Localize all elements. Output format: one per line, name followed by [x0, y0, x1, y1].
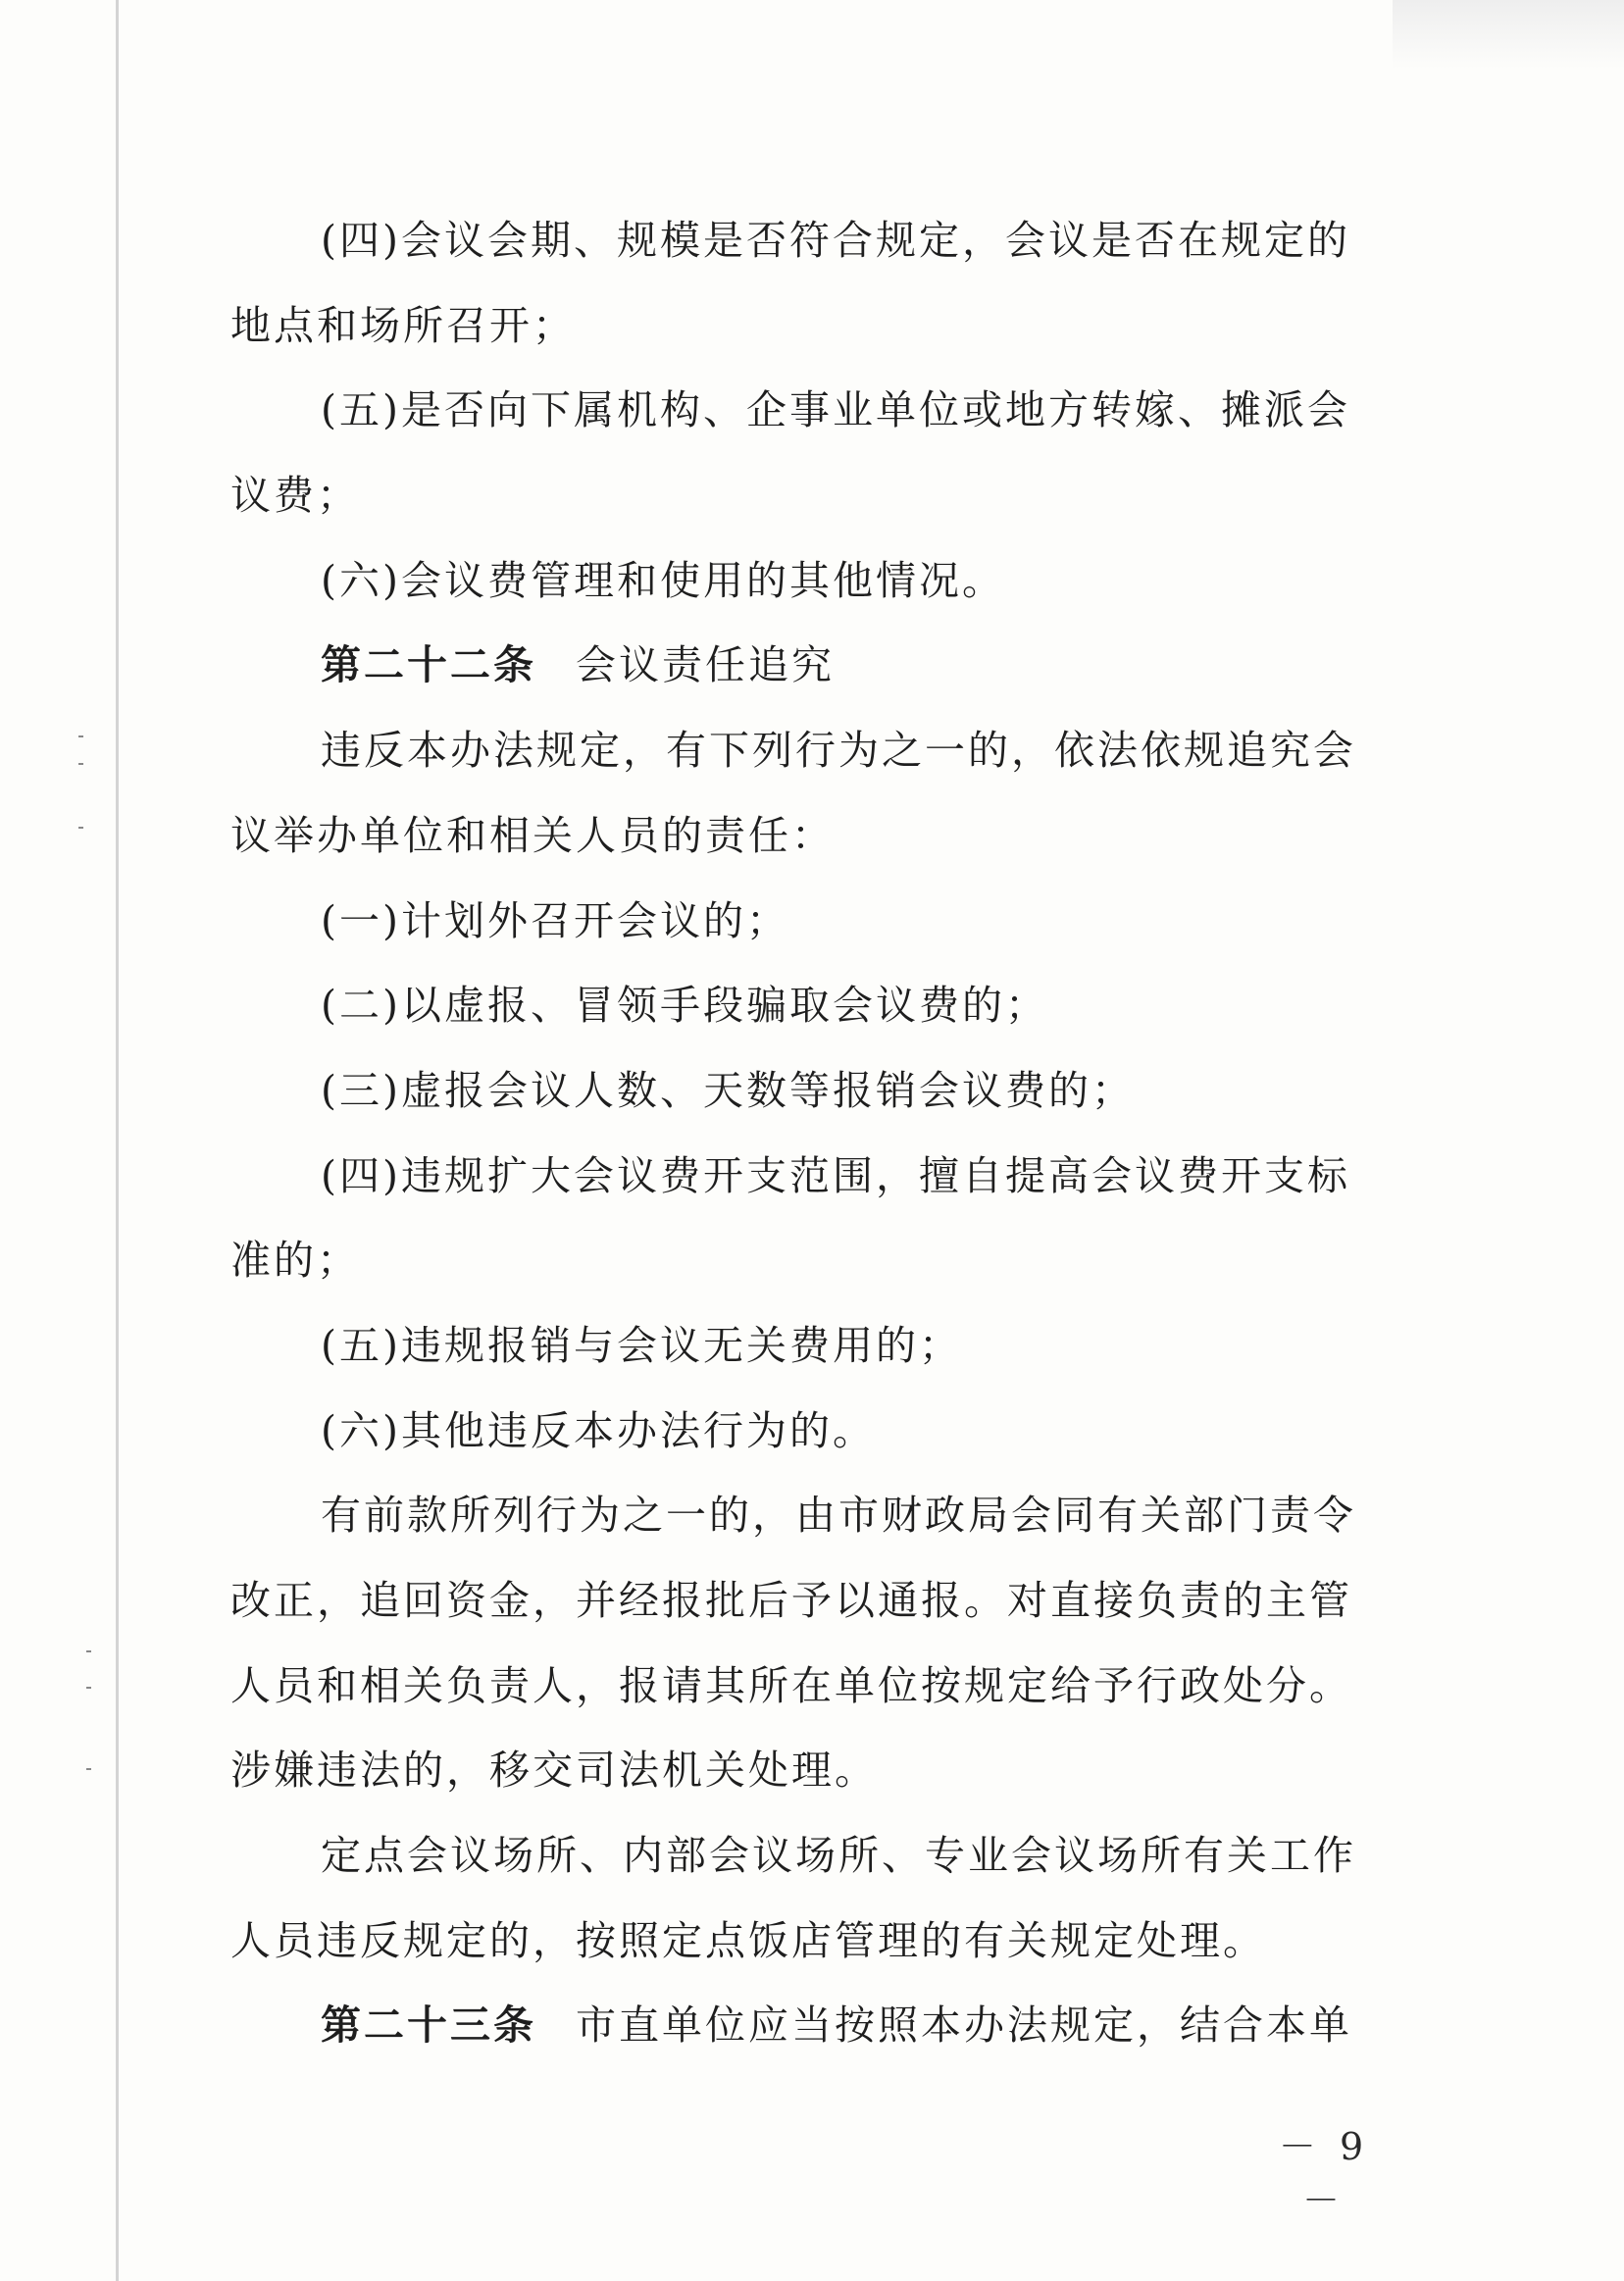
- text-line: [230, 368, 1368, 453]
- text-line: [230, 1473, 1368, 1558]
- line-text: (四)会议会期、规模是否符合规定，会议是否在规定的: [321, 217, 1350, 264]
- page-number: － 9 －: [1278, 2125, 1370, 2222]
- binding-mark: [86, 1650, 91, 1652]
- line-text: 准的；: [230, 1237, 360, 1285]
- line-text: 涉嫌违法的，移交司法机关处理。: [230, 1747, 878, 1795]
- binding-edge: [116, 0, 119, 2281]
- line-text: 议举办单位和相关人员的责任：: [230, 811, 835, 859]
- article-heading-line: [230, 623, 1368, 708]
- text-line: [230, 1218, 1368, 1303]
- line-text: (五)是否向下属机构、企事业单位或地方转嫁、摊派会: [321, 386, 1350, 434]
- document-body: [230, 198, 1368, 2068]
- line-text: 改正，追回资金，并经报批后予以通报。对直接负责的主管: [230, 1577, 1352, 1624]
- text-line: [230, 1644, 1368, 1729]
- line-text: (二)以虚报、冒领手段骗取会议费的；: [321, 982, 1048, 1030]
- scan-shadow: [1393, 0, 1624, 69]
- text-line: [230, 708, 1368, 793]
- line-text: (五)违规报销与会议无关费用的；: [321, 1321, 962, 1369]
- line-text: 会议责任追究: [576, 641, 835, 689]
- line-text: (六)会议费管理和使用的其他情况。: [321, 556, 1005, 604]
- line-text: 地点和场所召开；: [230, 301, 576, 349]
- line-text: 市直单位应当按照本办法规定，结合本单: [576, 2002, 1352, 2050]
- text-line: [230, 1134, 1368, 1219]
- line-text: (一)计划外召开会议的；: [321, 896, 789, 944]
- text-line: [230, 283, 1368, 369]
- line-text: 人员和相关负责人，报请其所在单位按规定给予行政处分。: [230, 1661, 1352, 1709]
- text-line: [230, 879, 1368, 964]
- article-number: 第二十三条: [321, 2002, 536, 2050]
- text-line: [230, 1813, 1368, 1899]
- text-line: [230, 1728, 1368, 1813]
- binding-mark: [78, 735, 83, 737]
- article-number: 第二十二条: [321, 641, 536, 689]
- text-line: [230, 453, 1368, 538]
- binding-mark: [86, 1768, 91, 1770]
- text-line: [230, 1558, 1368, 1644]
- line-text: 议费；: [230, 472, 360, 520]
- line-text: 人员违反规定的，按照定点饭店管理的有关规定处理。: [230, 1916, 1266, 1964]
- text-line: [230, 1389, 1368, 1474]
- line-text: (四)违规扩大会议费开支范围，擅自提高会议费开支标: [321, 1151, 1350, 1199]
- line-text: 定点会议场所、内部会议场所、专业会议场所有关工作: [321, 1832, 1356, 1880]
- line-text: (六)其他违反本办法行为的。: [321, 1406, 876, 1454]
- article-heading-line: [230, 1983, 1368, 2068]
- text-line: [230, 1303, 1368, 1389]
- text-line: [230, 793, 1368, 879]
- binding-mark: [78, 763, 83, 765]
- text-line: [230, 198, 1368, 283]
- text-line: [230, 538, 1368, 624]
- line-text: (三)虚报会议人数、天数等报销会议费的；: [321, 1066, 1135, 1114]
- text-line: [230, 1899, 1368, 1984]
- line-text: 违反本办法规定，有下列行为之一的，依法依规追究会: [321, 727, 1356, 775]
- text-line: [230, 1048, 1368, 1134]
- text-line: [230, 963, 1368, 1048]
- binding-mark: [78, 827, 83, 829]
- binding-mark: [86, 1687, 91, 1689]
- line-text: 有前款所列行为之一的，由市财政局会同有关部门责令: [321, 1492, 1356, 1540]
